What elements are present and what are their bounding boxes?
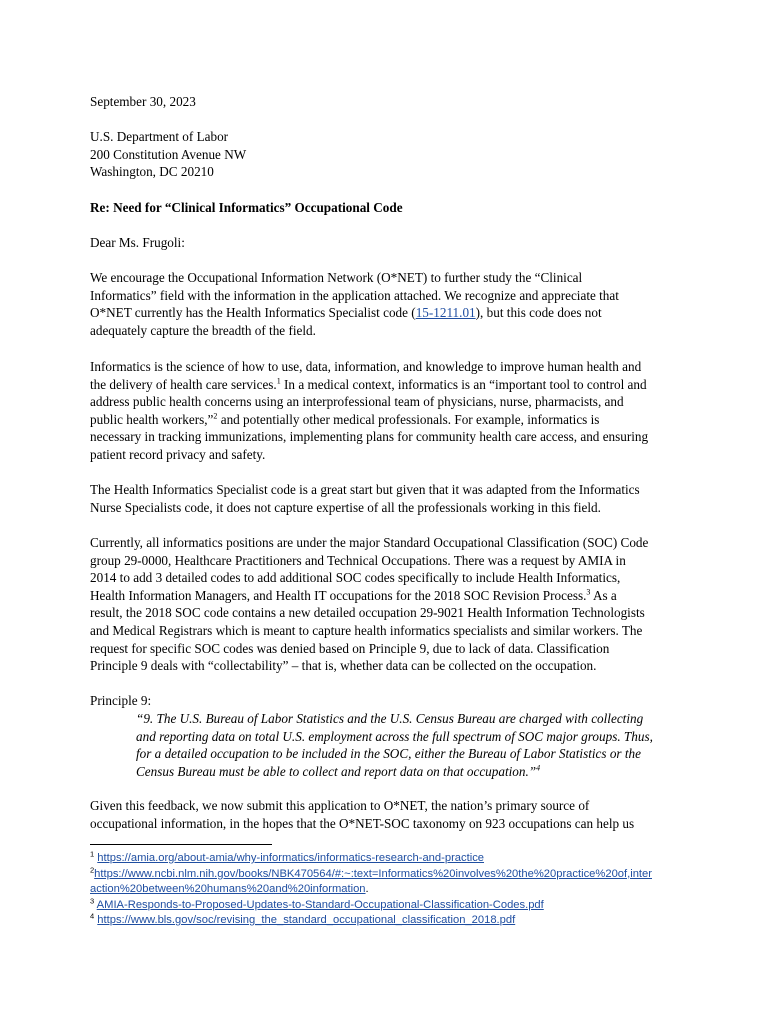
paragraph-5: Given this feedback, we now submit this application to O*NET, the nation’s primary source of occupational information, in the hopes that the O*NET-SOC taxonomy on 923 occupations can help us <box>90 798 635 831</box>
footnote-2: $^2$https://www.ncbi.nlm.nih.gov/books/NBK470564/#:~:text=Informatics%20involves%20the%20practice%20of,inter <box>90 864 652 880</box>
paragraph-3: The Health Informatics Specialist code is a great start but given that it was adapted from the Informatics Nurse Specialists code, it does not capture expertise of all the professionals working in this field. <box>90 482 640 515</box>
footnote-2-link[interactable]: https://www.ncbi.nlm.nih.gov/books/NBK470564/#:~:text=Informatics%20involves%20the%20practice%20of,inter <box>94 867 652 880</box>
paragraph-4: Currently, all informatics positions are under the major Standard Occupational Classification (SOC) Code group 29-0000, Healthcare Practitioners and Technical Occupations. There was a request by AMIA in 2014 to add 3 detailed codes to add additional SOC codes specifically to include Health Informatics, Health Information Managers, and Health IT occupations for the 2018 SOC Revision Process.$^3$ As a result, the 2018 SOC code contains a new detailed occupation 29-9021 Health Information Technologists and Medical Registrars which is meant to capture health informatics specialists and similar workers. The request for specific SOC codes was denied based on Principle 9, due to lack of data. Classification Principle 9 deals with “collectability” – that is, whether data can be collected on the occupation. <box>90 535 649 674</box>
salutation: Dear Ms. Frugoli: <box>90 235 185 250</box>
address-line: Washington, DC 20210 <box>90 164 214 180</box>
address-line: 200 Constitution Avenue NW <box>90 146 247 162</box>
footnote-3-link[interactable]: AMIA-Responds-to-Proposed-Updates-to-Standard-Occupational-Classification-Codes.pdf <box>96 898 544 911</box>
footnote-3: $^3$ AMIA-Responds-to-Proposed-Updates-to-Standard-Occupational-Classification-Codes.pdf <box>90 896 544 911</box>
footnote-4-link[interactable]: https://www.bls.gov/soc/revising_the_standard_occupational_classification_2018.pdf <box>97 914 516 927</box>
footnote-ref-4: 4 <box>536 763 541 773</box>
footnote-1-link[interactable]: https://amia.org/about-amia/why-informatics/informatics-research-and-practice <box>97 852 485 864</box>
subject-line: Re: Need for “Clinical Informatics” Occupational Code <box>90 200 403 215</box>
recipient-address <box>90 128 690 181</box>
footnotes <box>90 851 690 929</box>
principle-label: Principle 9: <box>90 693 152 708</box>
footnote-separator <box>90 844 272 845</box>
principle-9-quote: “9. The U.S. Bureau of Labor Statistics and the U.S. Census Bureau are charged with collecting and reporting data on total U.S. employment across the full spectrum of SOC major groups. Thus, for a detailed occupation to be included in the SOC, either the Bureau of Labor Statistics or the Census Bureau must be able to collect and report data on that occupation.”$^4$ <box>136 711 653 779</box>
footnote-ref-2: 2 <box>213 411 218 421</box>
onet-code-link[interactable]: 15-1211.01 <box>415 305 476 321</box>
footnote-ref-1: 1 <box>276 376 281 386</box>
footnote-1: $^1$ https://amia.org/about-amia/why-informatics/informatics-research-and-practice <box>90 849 485 864</box>
letter-date: September 30, 2023 <box>90 94 196 109</box>
footnote-ref-3: 3 <box>586 587 591 597</box>
footnote-2-continued: action%20between%20humans%20and%20information. <box>90 883 369 896</box>
paragraph-1: We encourage the Occupational Information Network (O*NET) to further study the “Clinical Informatics” field with the information in the application attached. We recognize and appreciate that O*NET currently has the Health Informatics Specialist code (15-1211.01), but this code does not adequately capture the breadth of the field. <box>90 270 619 338</box>
address-line: U.S. Department of Labor <box>90 129 229 144</box>
footnote-4: $^4$ https://www.bls.gov/soc/revising_the_standard_occupational_classification_2018.pdf <box>90 911 516 927</box>
paragraph-2: Informatics is the science of how to use, data, information, and knowledge to improve human health and the delivery of health care services.$^1$ In a medical context, informatics is an “important tool to control and address public health concerns using an interprofessional team of physicians, nurse, pharmacists, and public health workers,”$^2$ and potentially other medical professionals. For example, informatics is necessary in tracking immunizations, implementing plans for community health care access, and ensuring patient record privacy and safety. <box>90 359 649 462</box>
footnote-2-link-continued[interactable]: action%20between%20humans%20and%20information <box>90 883 366 896</box>
